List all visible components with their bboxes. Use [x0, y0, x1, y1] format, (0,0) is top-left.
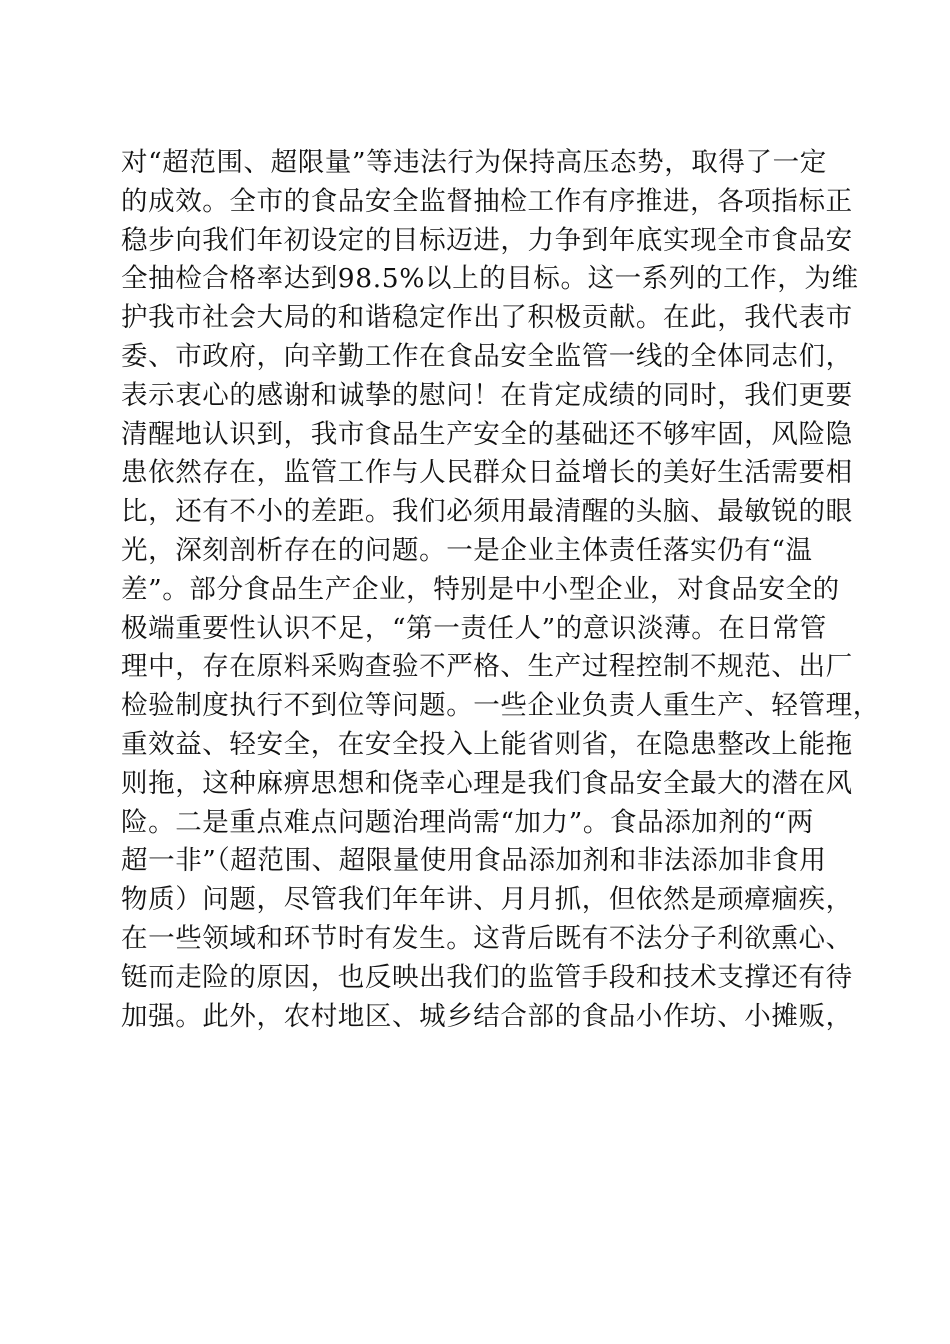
text-line: 超一非”（超范围、超限量使用食品添加剂和非法添加非食用 — [121, 845, 827, 877]
text-line: 物质）问题，尽管我们年年讲、月月抓，但依然是顽瘴痼疾， — [121, 884, 853, 916]
text-line: 护我市社会大局的和谐稳定作出了积极贡献。在此，我代表市 — [121, 302, 853, 334]
text-line: 全抽检合格率达到98.5%以上的目标。这一系列的工作，为维 — [121, 263, 859, 295]
text-line: 清醒地认识到，我市食品生产安全的基础还不够牢固，风险隐 — [121, 418, 853, 450]
text-line: 稳步向我们年初设定的目标迈进，力争到年底实现全市食品安 — [121, 224, 853, 256]
body-paragraph — [121, 144, 880, 1036]
text-line: 检验制度执行不到位等问题。一些企业负责人重生产、轻管理， — [121, 690, 880, 722]
text-line: 对“超范围、超限量”等违法行为保持高压态势，取得了一定 — [121, 147, 827, 178]
text-line: 险。二是重点难点问题治理尚需“加力”。食品添加剂的“两 — [121, 806, 814, 838]
text-line: 表示衷心的感谢和诚挚的慰问！在肯定成绩的同时，我们更要 — [121, 379, 853, 411]
text-line: 的成效。全市的食品安全监督抽检工作有序推进，各项指标正 — [121, 185, 853, 217]
text-line: 在一些领域和环节时有发生。这背后既有不法分子利欲熏心、 — [121, 922, 853, 954]
text-line: 重效益、轻安全，在安全投入上能省则省，在隐患整改上能拖 — [121, 728, 853, 760]
text-line: 则拖，这种麻痹思想和侥幸心理是我们食品安全最大的潜在风 — [121, 767, 853, 799]
text-line: 理中，存在原料采购查验不严格、生产过程控制不规范、出厂 — [121, 651, 853, 683]
text-line: 差”。部分食品生产企业，特别是中小型企业，对食品安全的 — [121, 573, 840, 605]
text-line: 极端重要性认识不足，“第一责任人”的意识淡薄。在日常管 — [121, 612, 827, 644]
text-line: 加强。此外，农村地区、城乡结合部的食品小作坊、小摊贩， — [121, 1000, 853, 1032]
text-line: 委、市政府，向辛勤工作在食品安全监管一线的全体同志们， — [121, 340, 853, 372]
text-line: 患依然存在，监管工作与人民群众日益增长的美好生活需要相 — [121, 457, 853, 489]
text-line: 光，深刻剖析存在的问题。一是企业主体责任落实仍有“温 — [121, 534, 813, 566]
text-line: 铤而走险的原因，也反映出我们的监管手段和技术支撑还有待 — [121, 961, 853, 993]
text-line: 比，还有不小的差距。我们必须用最清醒的头脑、最敏锐的眼 — [121, 496, 853, 528]
